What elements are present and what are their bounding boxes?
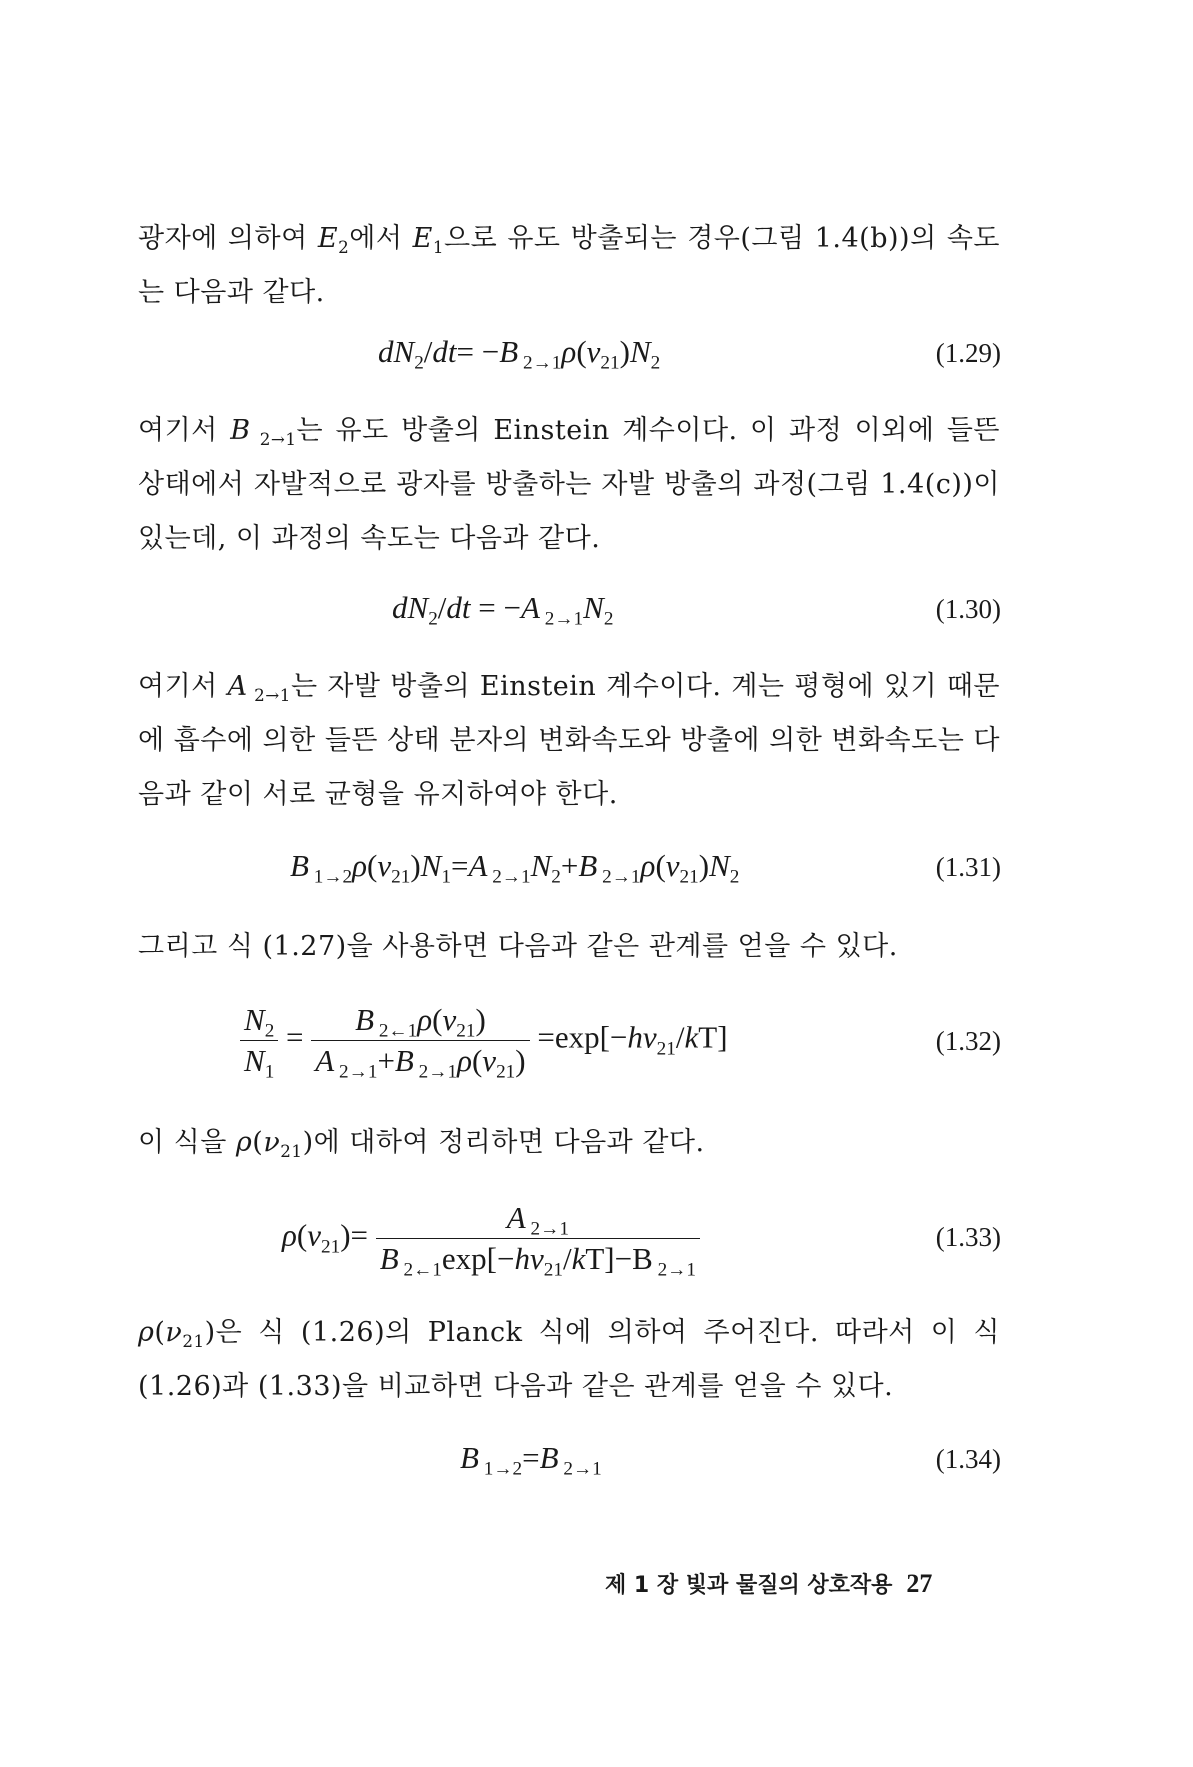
para-text: 이 식을 $\rho(\nu_{21})$에 대하여 정리하면 다음과 같다.: [138, 1127, 705, 1161]
para-text: 여기서 B $_{2\to 1}$는 유도 방출의 Einstein 계수이다. 이 과정 이외에 들뜬 상태에서 자발적으로 광자를 방출하는 자발 방출의 과정(그림 1.4(c))이 있는데, 이 과정의 속도는 다음과 같다.: [138, 415, 1000, 554]
equation-number: (1.29): [935, 338, 1001, 368]
equation-1-34: B $_{1\to 2}$=B $_{2\to 1}$: [460, 1440, 602, 1480]
equation-1-33: $\rho(\nu_{21})=$ $\frac{A _{2\to 1}}{B _{2\leftarrow 1}\exp[-h\nu_{21}/kT]-B _{2\to 1}}$: [282, 1200, 700, 1277]
equation-number: (1.34): [935, 1444, 1001, 1474]
equation-number: (1.30): [935, 594, 1001, 624]
equation-number: (1.32): [935, 1026, 1001, 1056]
page-number: 27: [906, 1569, 933, 1598]
paragraph-spontaneous-emission: [138, 404, 1000, 566]
equation-1-30: $dN_2/dt = -A$ $_{2\to 1}N_2$: [392, 590, 614, 630]
equation-number: (1.31): [935, 852, 1001, 882]
paragraph-stimulated-emission: [138, 212, 1000, 320]
chapter-title: 제 1 장 빛과 물질의 상호작용: [605, 1573, 893, 1598]
para-text: $\rho(\nu_{21})$은 식 (1.26)의 Planck 식에 의하여 주어진다. 따라서 이 식 (1.26)과 (1.33)을 비교하면 다음과 같은 관계를 얻을 수 있다.: [138, 1317, 1000, 1402]
paragraph-rearrange: [138, 1116, 1000, 1170]
equation-1-32: $\frac{N_2}{N_1}$ = $\frac{B _{2\leftarrow 1}\rho(\nu_{21})}{A _{2\to 1}+B _{2\to 1}\rho(\nu_{21})}$ $=\exp[-h\nu_{21}/kT]$: [240, 1002, 728, 1079]
fraction: $\frac{A _{2\to 1}}{B _{2\leftarrow 1}\exp[-h\nu_{21}/kT]-B _{2\to 1}}$: [376, 1200, 700, 1277]
equation-1-31: B $_{1\to 2}\rho(\nu_{21})N_1=A$ $_{2\to 1}N_2+B$ $_{2\to 1}\rho(\nu_{21})N_2$: [290, 848, 740, 888]
paragraph-planck: [138, 1306, 1000, 1414]
fraction: $\frac{B _{2\leftarrow 1}\rho(\nu_{21})}{A _{2\to 1}+B _{2\to 1}\rho(\nu_{21})}$: [311, 1002, 529, 1079]
fraction: $\frac{N_2}{N_1}$: [240, 1002, 278, 1079]
para-text: 광자에 의하여 $E_2$에서 $E_1$으로 유도 방출되는 경우(그림 1.4(b))의 속도는 다음과 같다.: [138, 223, 1001, 308]
page-footer: [605, 1568, 932, 1599]
para-text: 그리고 식 (1.27)을 사용하면 다음과 같은 관계를 얻을 수 있다.: [138, 931, 898, 962]
equation-number: (1.33): [935, 1222, 1001, 1252]
para-text: 여기서 A $_{2\to 1}$는 자발 방출의 Einstein 계수이다. 계는 평형에 있기 때문에 흡수에 의한 들뜬 상태 분자의 변화속도와 방출에 의한 변화속도는 다음과 같이 서로 균형을 유지하여야 한다.: [138, 671, 1000, 810]
paragraph-relation: [138, 920, 1000, 974]
paragraph-equilibrium: [138, 660, 1000, 822]
equation-1-29: $dN_2/dt= -B$ $_{2\to 1}\rho(\nu_{21})N_2$: [378, 334, 661, 374]
